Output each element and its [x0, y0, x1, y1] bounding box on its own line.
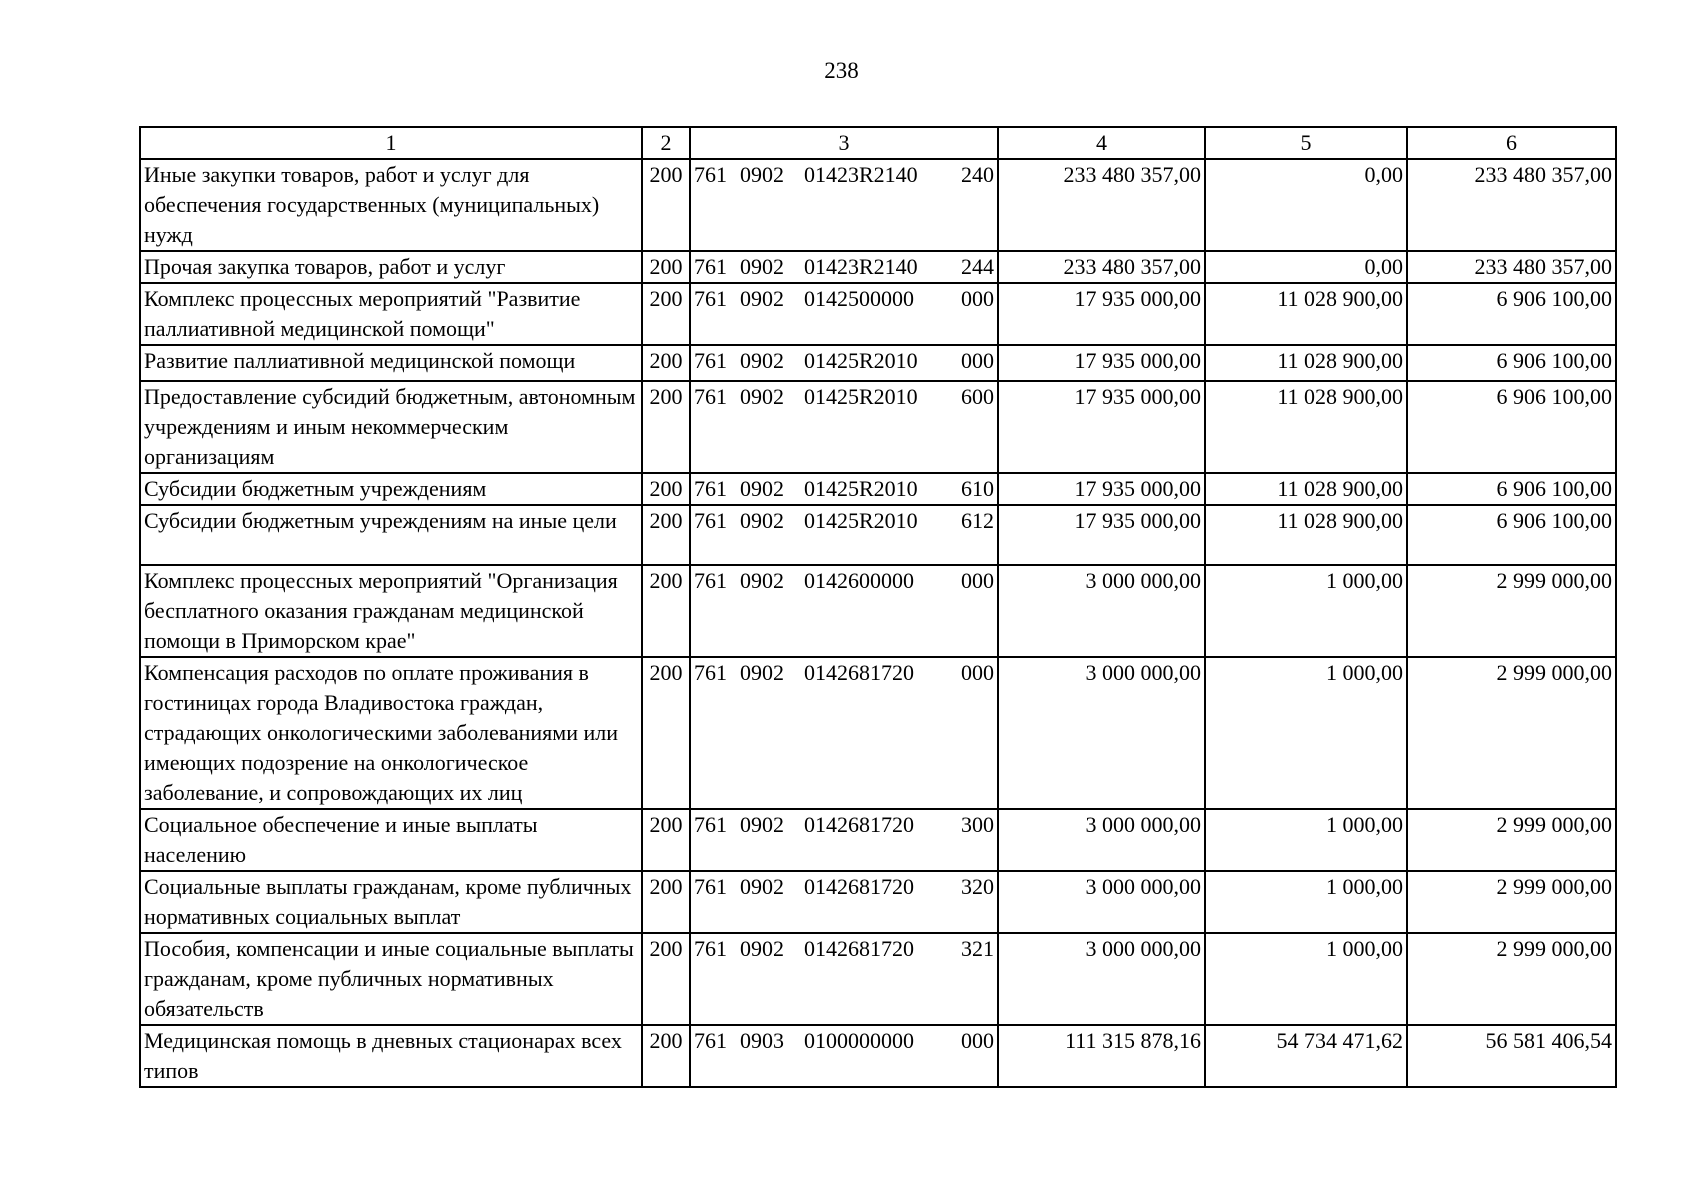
- row-code-group: [694, 566, 994, 596]
- column-header-6: 6: [1407, 127, 1616, 159]
- row-value-5: 54 734 471,62: [1205, 1025, 1407, 1087]
- code-ministry: 761: [694, 254, 727, 279]
- row-value-5: 1 000,00: [1205, 871, 1407, 933]
- row-codes: [690, 283, 998, 345]
- row-code-group: [694, 658, 994, 688]
- row-value-6: 2 999 000,00: [1407, 565, 1616, 657]
- row-codes: [690, 809, 998, 871]
- row-name: Социальное обеспечение и иные выплаты населению: [140, 809, 642, 871]
- code-section: 0903: [740, 1028, 784, 1053]
- code-section: 0902: [740, 812, 784, 837]
- row-value-6: 6 906 100,00: [1407, 505, 1616, 565]
- row-name: Субсидии бюджетным учреждениям: [140, 473, 642, 505]
- table-row: [140, 283, 1616, 345]
- code-expense-type: 240: [961, 162, 994, 187]
- code-ministry: 761: [694, 874, 727, 899]
- code-expense-type: 612: [961, 508, 994, 533]
- code-ministry: 761: [694, 1028, 727, 1053]
- row-value-5: 1 000,00: [1205, 933, 1407, 1025]
- code-target: 01425R2010: [804, 348, 918, 373]
- code-expense-type: 300: [961, 812, 994, 837]
- table-row: [140, 933, 1616, 1025]
- code-section: 0902: [740, 254, 784, 279]
- code-expense-type: 320: [961, 874, 994, 899]
- code-target: 01425R2010: [804, 476, 918, 501]
- budget-table: [139, 126, 1617, 1088]
- code-target: 01425R2010: [804, 384, 918, 409]
- row-name: Субсидии бюджетным учреждениям на иные цели: [140, 505, 642, 565]
- row-name: Медицинская помощь в дневных стационарах всех типов: [140, 1025, 642, 1087]
- row-col2: 200: [642, 1025, 690, 1087]
- code-section: 0902: [740, 508, 784, 533]
- row-code-group: [694, 1026, 994, 1056]
- row-value-4: 233 480 357,00: [998, 159, 1205, 251]
- row-value-4: 3 000 000,00: [998, 809, 1205, 871]
- code-target: 0100000000: [804, 1028, 914, 1053]
- row-value-4: 17 935 000,00: [998, 505, 1205, 565]
- row-name: Комплекс процессных мероприятий "Организация бесплатного оказания гражданам медицинской помощи в Приморском крае": [140, 565, 642, 657]
- row-value-4: 17 935 000,00: [998, 345, 1205, 381]
- row-col2: 200: [642, 159, 690, 251]
- column-header-5: 5: [1205, 127, 1407, 159]
- row-value-6: 2 999 000,00: [1407, 809, 1616, 871]
- code-target: 0142681720: [804, 812, 914, 837]
- code-expense-type: 000: [961, 348, 994, 373]
- code-expense-type: 610: [961, 476, 994, 501]
- row-value-5: 1 000,00: [1205, 657, 1407, 809]
- row-name: Пособия, компенсации и иные социальные выплаты гражданам, кроме публичных нормативных обязательств: [140, 933, 642, 1025]
- row-value-6: 233 480 357,00: [1407, 159, 1616, 251]
- row-name: Прочая закупка товаров, работ и услуг: [140, 251, 642, 283]
- code-ministry: 761: [694, 348, 727, 373]
- code-expense-type: 244: [961, 254, 994, 279]
- code-target: 01423R2140: [804, 162, 918, 187]
- row-codes: [690, 1025, 998, 1087]
- code-target: 0142681720: [804, 874, 914, 899]
- code-ministry: 761: [694, 508, 727, 533]
- column-header-4: 4: [998, 127, 1205, 159]
- row-codes: [690, 933, 998, 1025]
- row-value-6: 2 999 000,00: [1407, 933, 1616, 1025]
- row-col2: 200: [642, 251, 690, 283]
- row-value-6: 2 999 000,00: [1407, 871, 1616, 933]
- code-ministry: 761: [694, 568, 727, 593]
- row-codes: [690, 657, 998, 809]
- row-value-6: 6 906 100,00: [1407, 283, 1616, 345]
- row-codes: [690, 565, 998, 657]
- row-codes: [690, 251, 998, 283]
- row-code-group: [694, 252, 994, 282]
- row-value-6: 2 999 000,00: [1407, 657, 1616, 809]
- code-section: 0902: [740, 476, 784, 501]
- code-ministry: 761: [694, 812, 727, 837]
- code-target: 01423R2140: [804, 254, 918, 279]
- row-code-group: [694, 160, 994, 190]
- table-row: [140, 473, 1616, 505]
- row-value-5: 11 028 900,00: [1205, 473, 1407, 505]
- row-col2: 200: [642, 345, 690, 381]
- row-col2: 200: [642, 381, 690, 473]
- row-codes: [690, 473, 998, 505]
- row-name: Развитие паллиативной медицинской помощи: [140, 345, 642, 381]
- row-code-group: [694, 872, 994, 902]
- row-col2: 200: [642, 871, 690, 933]
- row-code-group: [694, 810, 994, 840]
- row-codes: [690, 871, 998, 933]
- row-value-6: 6 906 100,00: [1407, 345, 1616, 381]
- code-target: 01425R2010: [804, 508, 918, 533]
- code-expense-type: 000: [961, 568, 994, 593]
- column-header-2: 2: [642, 127, 690, 159]
- code-section: 0902: [740, 568, 784, 593]
- row-code-group: [694, 284, 994, 314]
- code-target: 0142681720: [804, 660, 914, 685]
- row-value-5: 11 028 900,00: [1205, 505, 1407, 565]
- code-expense-type: 321: [961, 936, 994, 961]
- table-header-row: [140, 127, 1616, 159]
- row-col2: 200: [642, 283, 690, 345]
- row-col2: 200: [642, 565, 690, 657]
- row-name: Компенсация расходов по оплате проживания в гостиницах города Владивостока граждан, страдающих онкологическими заболеваниями или имеющих подозрение на онкологическое заболевание, и сопровождающих их лиц: [140, 657, 642, 809]
- table-row: [140, 565, 1616, 657]
- table-row: [140, 345, 1616, 381]
- row-name: Иные закупки товаров, работ и услуг для обеспечения государственных (муниципальных) нужд: [140, 159, 642, 251]
- row-value-4: 17 935 000,00: [998, 381, 1205, 473]
- row-codes: [690, 505, 998, 565]
- code-expense-type: 000: [961, 286, 994, 311]
- row-value-6: 6 906 100,00: [1407, 473, 1616, 505]
- row-code-group: [694, 506, 994, 536]
- code-ministry: 761: [694, 162, 727, 187]
- row-value-5: 1 000,00: [1205, 809, 1407, 871]
- code-ministry: 761: [694, 384, 727, 409]
- code-section: 0902: [740, 384, 784, 409]
- code-ministry: 761: [694, 660, 727, 685]
- code-expense-type: 600: [961, 384, 994, 409]
- row-col2: 200: [642, 473, 690, 505]
- row-value-6: 233 480 357,00: [1407, 251, 1616, 283]
- row-codes: [690, 381, 998, 473]
- row-codes: [690, 159, 998, 251]
- code-ministry: 761: [694, 936, 727, 961]
- row-value-4: 3 000 000,00: [998, 933, 1205, 1025]
- table-row: [140, 1025, 1616, 1087]
- row-value-4: 233 480 357,00: [998, 251, 1205, 283]
- column-header-1: 1: [140, 127, 642, 159]
- code-section: 0902: [740, 162, 784, 187]
- table-row: [140, 657, 1616, 809]
- row-value-4: 17 935 000,00: [998, 473, 1205, 505]
- table-row: [140, 809, 1616, 871]
- row-name: Социальные выплаты гражданам, кроме публичных нормативных социальных выплат: [140, 871, 642, 933]
- row-name: Комплекс процессных мероприятий "Развитие паллиативной медицинской помощи": [140, 283, 642, 345]
- code-expense-type: 000: [961, 1028, 994, 1053]
- table-row: [140, 381, 1616, 473]
- row-value-4: 3 000 000,00: [998, 871, 1205, 933]
- row-value-4: 3 000 000,00: [998, 565, 1205, 657]
- row-value-4: 3 000 000,00: [998, 657, 1205, 809]
- column-header-3: 3: [690, 127, 998, 159]
- row-value-5: 11 028 900,00: [1205, 283, 1407, 345]
- row-col2: 200: [642, 505, 690, 565]
- row-col2: 200: [642, 933, 690, 1025]
- row-value-5: 0,00: [1205, 159, 1407, 251]
- row-code-group: [694, 346, 994, 376]
- table-row: [140, 871, 1616, 933]
- row-code-group: [694, 934, 994, 964]
- code-section: 0902: [740, 874, 784, 899]
- row-value-5: 1 000,00: [1205, 565, 1407, 657]
- row-name: Предоставление субсидий бюджетным, автономным учреждениям и иным некоммерческим организациям: [140, 381, 642, 473]
- page-number: 238: [824, 58, 859, 83]
- row-code-group: [694, 382, 994, 412]
- code-ministry: 761: [694, 286, 727, 311]
- code-section: 0902: [740, 936, 784, 961]
- code-section: 0902: [740, 286, 784, 311]
- code-ministry: 761: [694, 476, 727, 501]
- code-section: 0902: [740, 660, 784, 685]
- row-code-group: [694, 474, 994, 504]
- row-value-5: 0,00: [1205, 251, 1407, 283]
- row-value-4: 111 315 878,16: [998, 1025, 1205, 1087]
- row-col2: 200: [642, 657, 690, 809]
- row-col2: 200: [642, 809, 690, 871]
- table-row: [140, 505, 1616, 565]
- code-section: 0902: [740, 348, 784, 373]
- row-value-4: 17 935 000,00: [998, 283, 1205, 345]
- code-target: 0142681720: [804, 936, 914, 961]
- row-value-6: 56 581 406,54: [1407, 1025, 1616, 1087]
- code-expense-type: 000: [961, 660, 994, 685]
- code-target: 0142500000: [804, 286, 914, 311]
- table-row: [140, 251, 1616, 283]
- row-codes: [690, 345, 998, 381]
- code-target: 0142600000: [804, 568, 914, 593]
- row-value-6: 6 906 100,00: [1407, 381, 1616, 473]
- row-value-5: 11 028 900,00: [1205, 345, 1407, 381]
- row-value-5: 11 028 900,00: [1205, 381, 1407, 473]
- table-row: [140, 159, 1616, 251]
